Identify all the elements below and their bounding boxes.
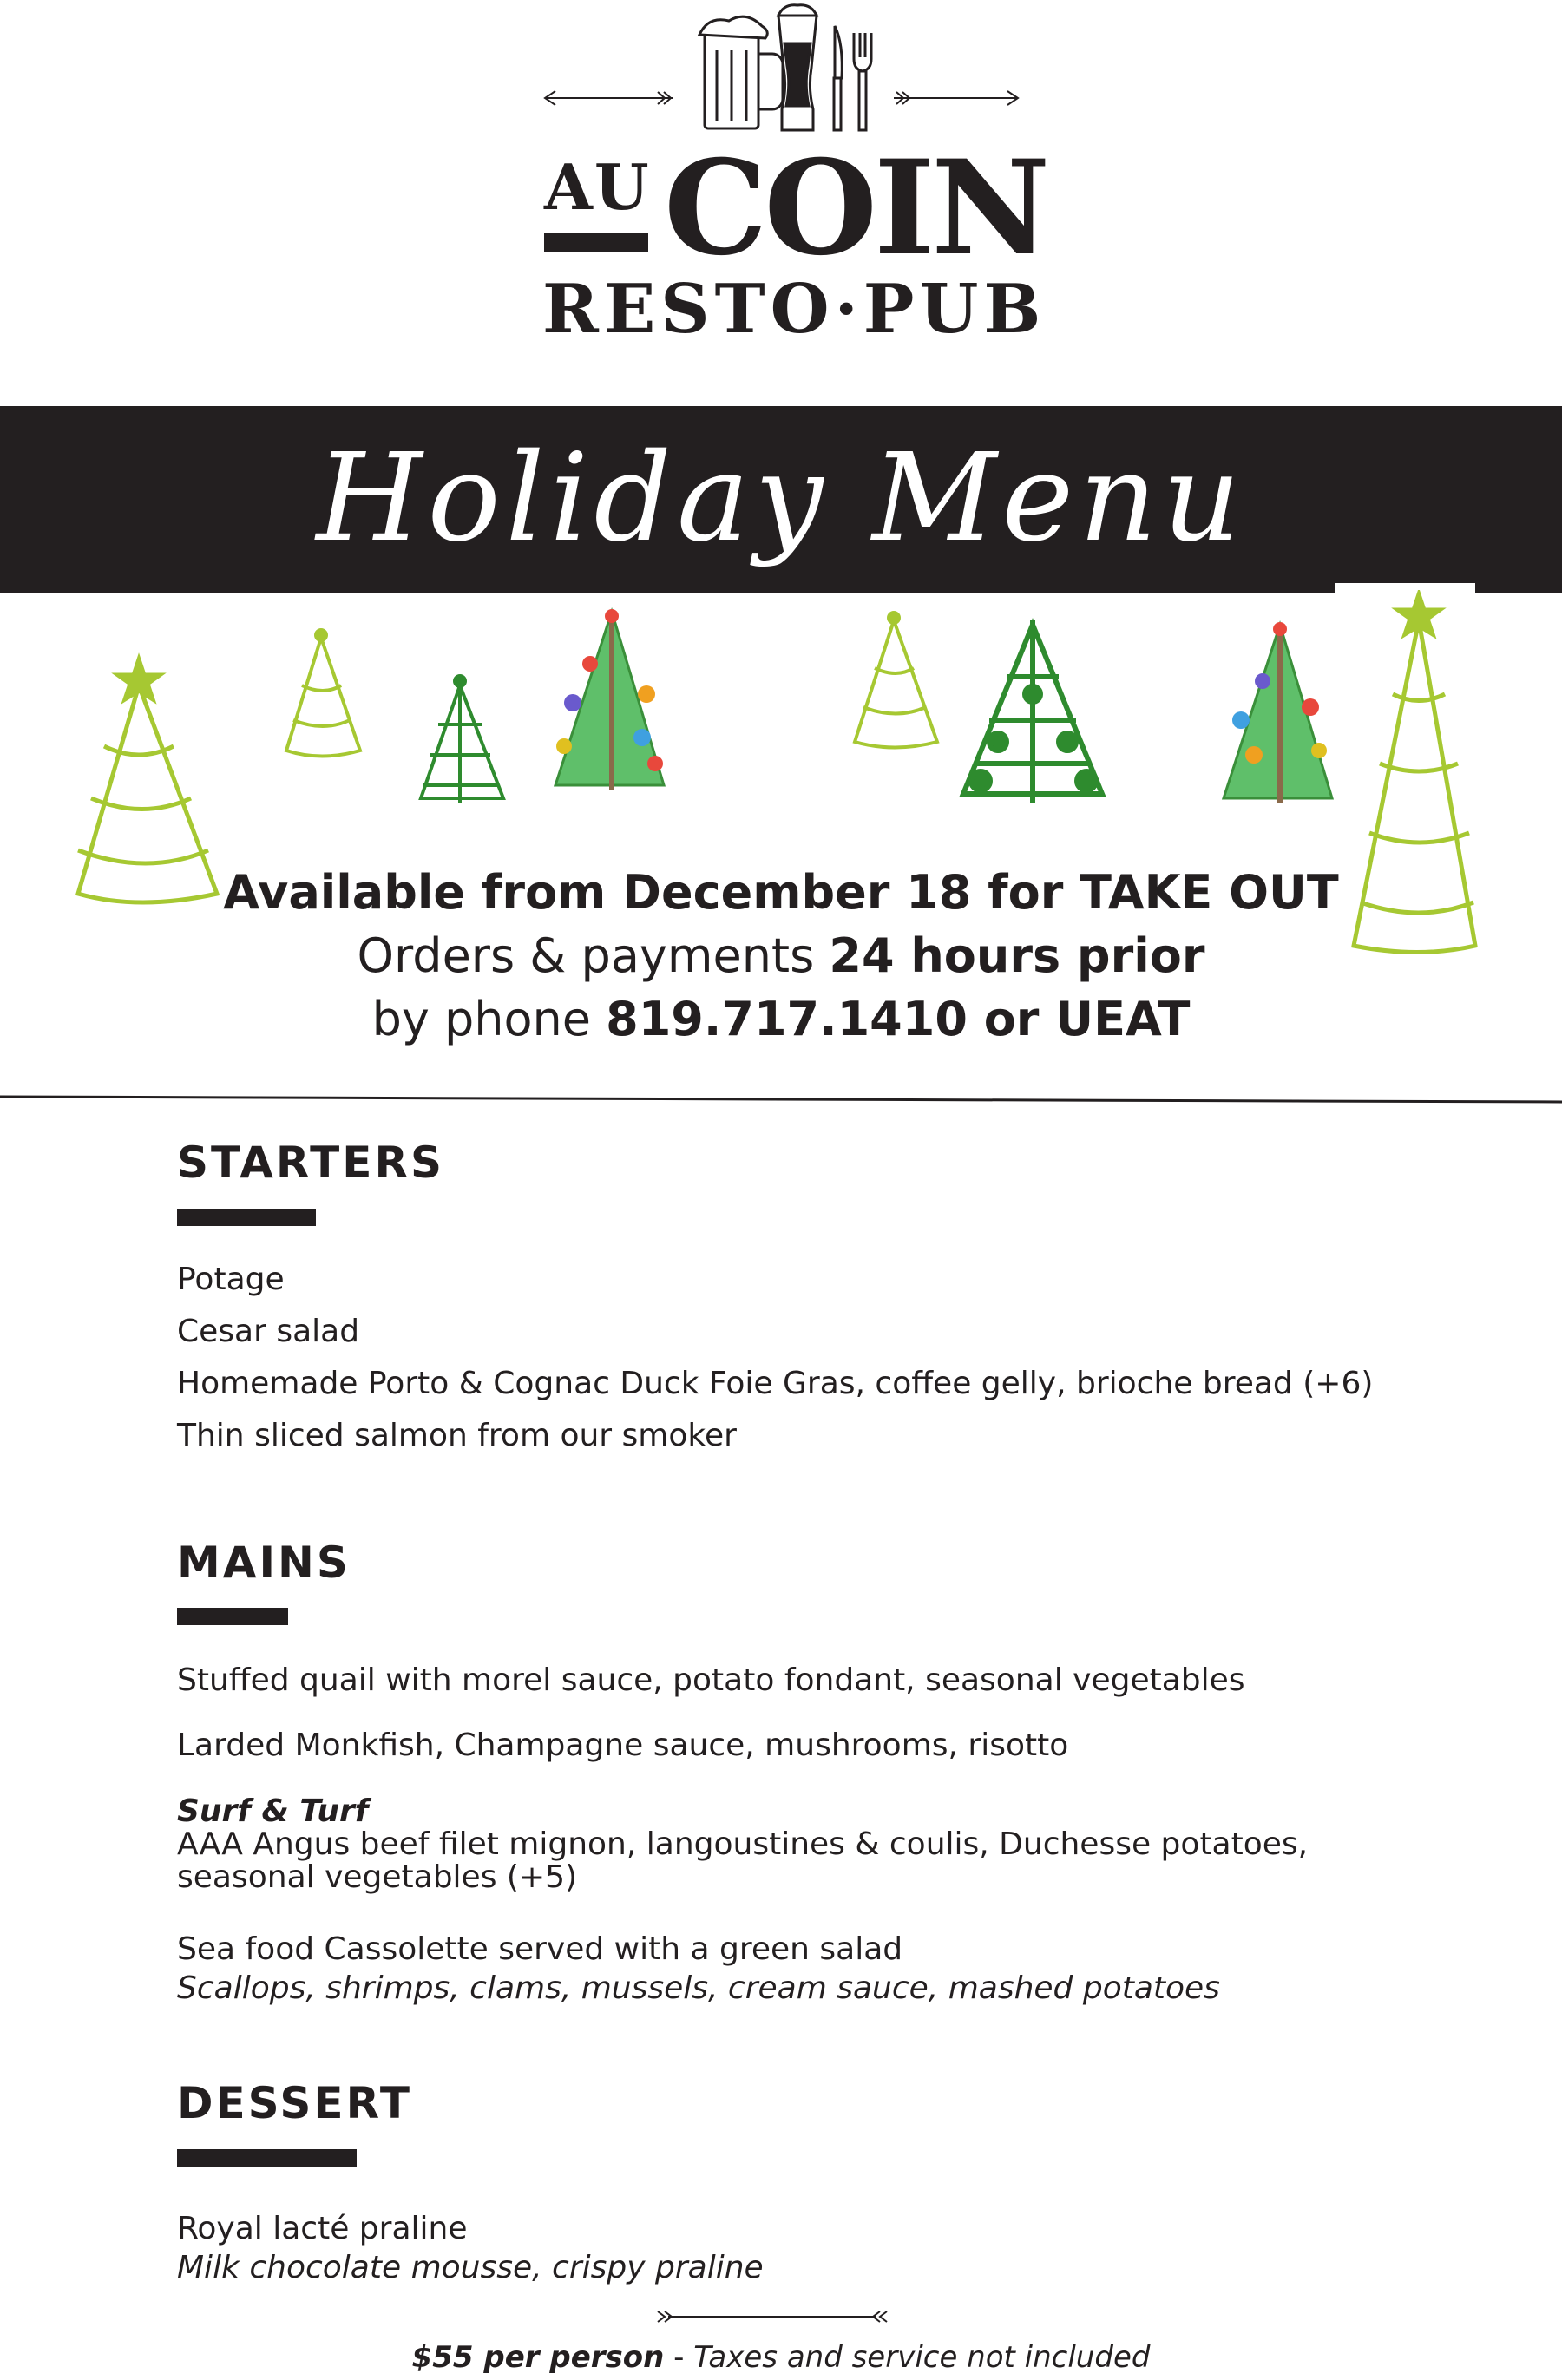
footer-price-line (0, 2340, 1562, 2375)
starters-underline (177, 1209, 316, 1226)
dessert-item-title: Royal lacté praline (177, 2211, 468, 2246)
christmas-tree-icon (421, 676, 503, 803)
starters-heading: STARTERS (177, 1138, 444, 1188)
starter-item: Thin sliced salmon from our smoker (177, 1418, 737, 1453)
availability-line-3-regular: by phone (371, 992, 607, 1046)
footer-separator: - (664, 2340, 694, 2375)
main-item-surf-turf-line-1: AAA Angus beef filet mignon, langoustines & coulis, Duchesse potatoes, (177, 1826, 1309, 1862)
dessert-underline (177, 2149, 357, 2167)
main-item-monkfish: Larded Monkfish, Champagne sauce, mushrooms, risotto (177, 1728, 1069, 1763)
main-item-surf-turf-line-2: seasonal vegetables (+5) (177, 1859, 578, 1895)
availability-line-1: Available from December 18 for TAKE OUT (223, 865, 1339, 920)
price-per-person: $55 per person (411, 2340, 665, 2375)
beer-glass-icon (778, 5, 817, 130)
christmas-tree-icon (963, 620, 1102, 803)
starter-item: Potage (177, 1262, 285, 1297)
availability-line-2-regular: Orders & payments (357, 928, 830, 983)
taxes-note: Taxes and service not included (693, 2340, 1151, 2375)
starter-item: Cesar salad (177, 1314, 360, 1349)
dessert-item-desc: Milk chocolate mousse, crispy praline (177, 2250, 764, 2285)
christmas-tree-icon (1224, 622, 1332, 803)
mains-underline (177, 1608, 288, 1625)
section-divider (0, 1095, 1562, 1104)
starter-item: Homemade Porto & Cognac Duck Foie Gras, coffee gelly, brioche bread (+6) (177, 1366, 1374, 1401)
main-item-quail: Stuffed quail with morel sauce, potato fondant, seasonal vegetables (177, 1662, 1245, 1698)
christmas-tree-icon (78, 659, 217, 902)
logo-underline (544, 233, 648, 252)
availability-line-2 (0, 928, 1562, 983)
dessert-heading: DESSERT (177, 2078, 412, 2128)
availability-line-2-bold: 24 hours prior (829, 928, 1205, 983)
christmas-tree-icon (286, 630, 360, 757)
main-item-cassolette-title: Sea food Cassolette served with a green salad (177, 1931, 903, 1967)
logo-resto-pub-text: RESTO·PUB (542, 270, 1047, 349)
arrow-left-icon (545, 91, 673, 105)
main-item-cassolette-desc: Scallops, shrimps, clams, mussels, cream sauce, mashed potatoes (177, 1970, 1220, 2006)
availability-line-3 (0, 992, 1562, 1046)
banner-title: Holiday Menu (316, 428, 1246, 569)
main-item-surf-turf-title: Surf & Turf (177, 1793, 369, 1829)
christmas-tree-icon (555, 609, 664, 790)
arrow-right-icon (894, 91, 1018, 105)
footer-ornament (651, 2308, 894, 2325)
beer-mug-icon (699, 16, 783, 128)
logo-coin-text: COIN (664, 132, 1047, 285)
christmas-tree-icon (855, 613, 937, 748)
fork-icon (854, 33, 871, 130)
phone-and-ueat: 819.717.1410 or UEAT (606, 992, 1191, 1046)
mains-heading: MAINS (177, 1537, 351, 1588)
knife-icon (834, 26, 842, 130)
logo-au-text: AU (544, 150, 651, 224)
